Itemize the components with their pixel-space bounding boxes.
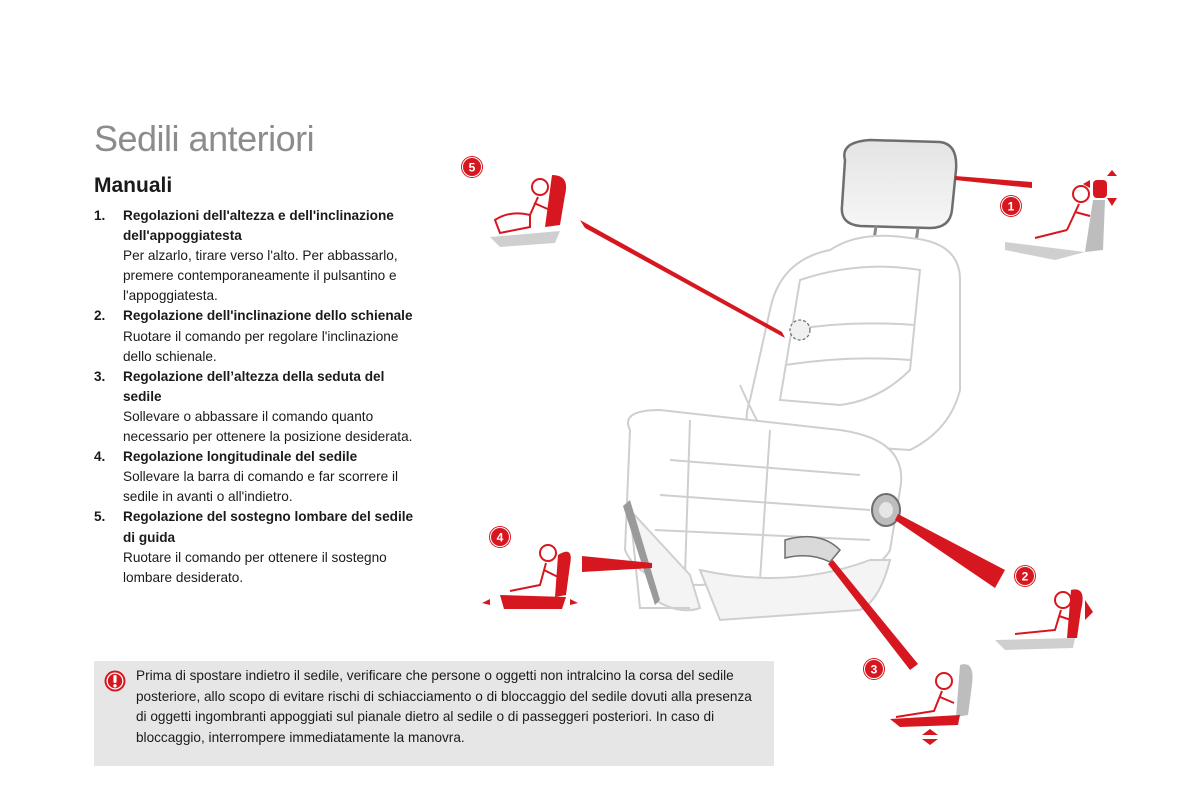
warning-exclamation-icon <box>104 670 126 692</box>
warning-text: Prima di spostare indietro il sedile, verificare che persone o oggetti non intralcino la corsa del sedile posteriore, allo scopo di evitare rischi di schiacciamento o di bloccaggio del sedile dovuti alla presenza di oggetti ingombranti appoggiati sul pianale dietro al sedile o di passeggeri posteriori. In caso di bloccaggio, interrompere immediatamente la manovra. <box>136 668 752 745</box>
instruction-text: Per alzarlo, tirare verso l'alto. Per abbassarlo, premere contemporaneamente il pulsantino e l'appoggiatesta. <box>123 248 398 304</box>
callout-number-5: 5 <box>468 160 476 175</box>
headrest <box>842 140 956 242</box>
instruction-item-2 <box>94 306 414 366</box>
instruction-item-4 <box>94 447 414 507</box>
instruction-item-5 <box>94 507 414 587</box>
instruction-number: 5. <box>94 509 106 525</box>
lumbar-support-icon <box>461 156 566 247</box>
instruction-title: Regolazione dell'inclinazione dello schienale <box>123 308 413 324</box>
instruction-list <box>94 206 414 588</box>
instruction-number: 2. <box>94 308 106 324</box>
backrest <box>740 236 960 450</box>
instruction-title: Regolazione dell’altezza della seduta del sedile <box>123 368 385 404</box>
section-title: Manuali <box>94 174 173 197</box>
page-title: Sedili anteriori <box>94 118 315 159</box>
callout-number-1: 1 <box>1007 199 1015 214</box>
instruction-title: Regolazione longitudinale del sedile <box>123 449 358 465</box>
seat-height-icon <box>863 658 973 745</box>
instruction-item-3 <box>94 367 414 447</box>
instruction-title: Regolazione del sostegno lombare del sedile di guida <box>123 509 414 545</box>
instruction-text: Sollevare la barra di comando e far scorrere il sedile in avanti o all'indietro. <box>123 469 399 505</box>
callout-number-3: 3 <box>870 662 878 677</box>
instruction-text: Sollevare o abbassare il comando quanto necessario per ottenere la posizione desiderata. <box>123 408 413 445</box>
seat-illustration <box>440 130 1200 770</box>
instruction-text: Ruotare il comando per regolare l'inclinazione dello schienale. <box>123 328 399 364</box>
callout-number-4: 4 <box>496 530 504 545</box>
longitudinal-adjust-icon <box>482 526 578 609</box>
instruction-number: 3. <box>94 368 106 384</box>
instruction-text: Ruotare il comando per ottenere il sostegno lombare desiderato. <box>123 549 387 585</box>
instruction-item-1 <box>94 206 414 306</box>
instruction-title: Regolazioni dell'altezza e dell'inclinazione dell'appoggiatesta <box>123 208 394 244</box>
instruction-number: 1. <box>94 208 106 223</box>
backrest-recline-icon <box>995 565 1093 650</box>
instruction-number: 4. <box>94 449 106 465</box>
callout-number-2: 2 <box>1021 569 1029 584</box>
